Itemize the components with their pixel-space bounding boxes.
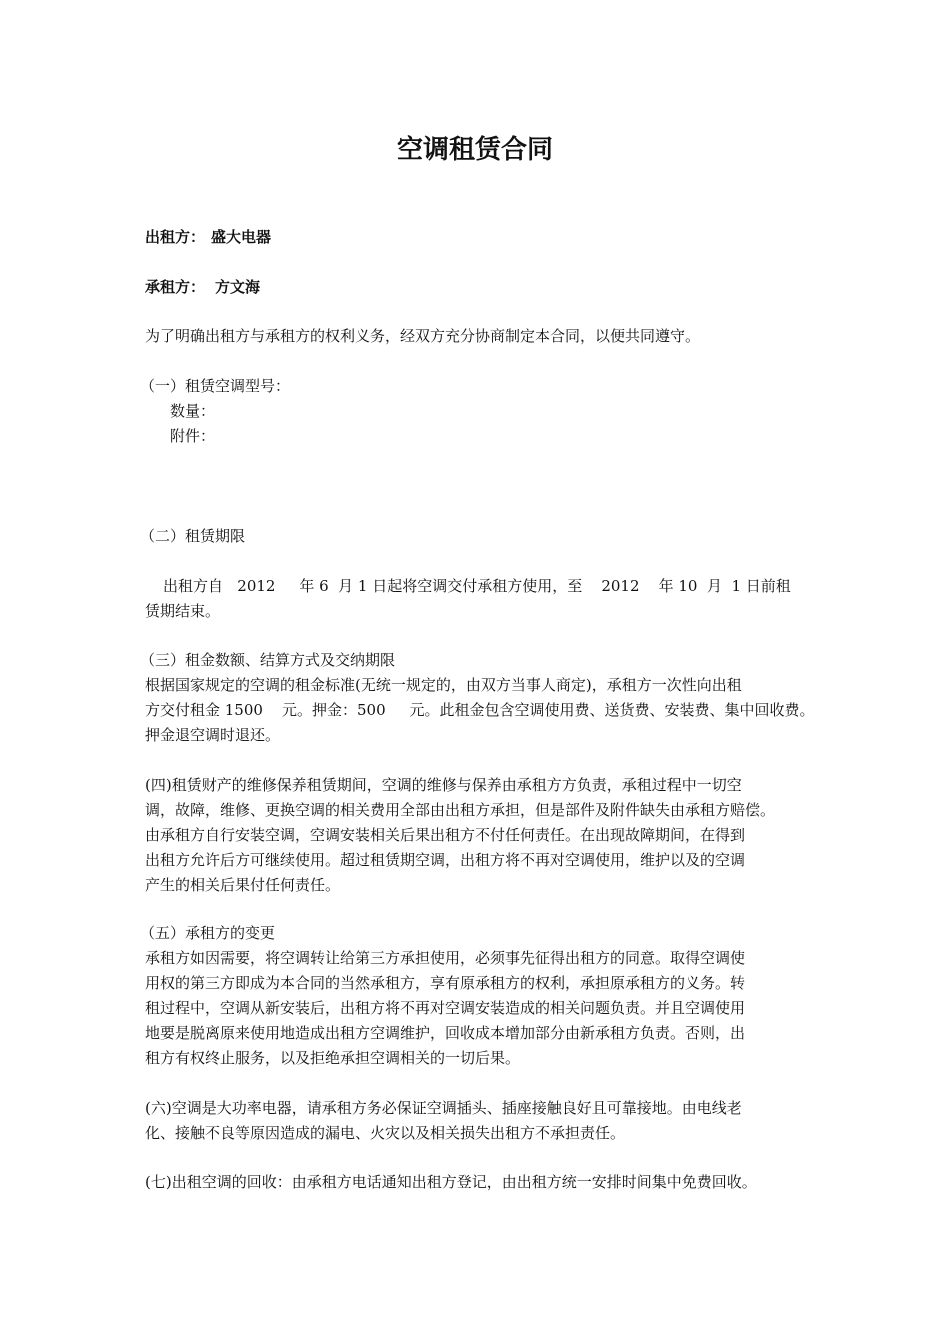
section6-line: 化、接触不良等原因造成的漏电、火灾以及相关损失出租方不承担责任。 xyxy=(145,1124,626,1142)
section3-line: 方交付租金 1500 元。押金：500 元。此租金包含空调使用费、送货费、安装费、集中回收费。 xyxy=(145,701,815,719)
section1-heading: （一）租赁空调型号： xyxy=(140,377,291,395)
section5-body xyxy=(145,946,820,1071)
lessor-label: 出租方： xyxy=(145,228,206,246)
section4-line: 由承租方自行安装空调，空调安装相关后果出租方不付任何责任。在出现故障期间，在得到 xyxy=(145,826,746,844)
lessor-name: 盛大电器 xyxy=(211,228,272,246)
section5-line: 租方有权终止服务，以及拒绝承担空调相关的一切后果。 xyxy=(145,1049,521,1067)
section6-body xyxy=(145,1096,820,1146)
section3-body xyxy=(145,673,820,748)
section3-line: 押金退空调时退还。 xyxy=(145,726,281,744)
section4-line: 调，故障，维修、更换空调的相关费用全部由出租方承担，但是部件及附件缺失由承租方赔偿。 xyxy=(145,801,776,819)
section5-line: 租过程中，空调从新安装后，出租方将不再对空调安装造成的相关问题负责。并且空调使用 xyxy=(145,999,746,1017)
section4-line: 产生的相关后果付任何责任。 xyxy=(145,876,341,894)
section1-quantity-label: 数量： xyxy=(170,402,216,420)
section5-line: 地要是脱离原来使用地造成出租方空调维护，回收成本增加部分由新承租方负责。否则，出 xyxy=(145,1024,746,1042)
section2-line: 出租方自 2012 年 6 月 1 日起将空调交付承租方使用，至 2012 年 10 月 1 日前租 xyxy=(163,577,791,595)
section5-heading: （五）承租方的变更 xyxy=(140,924,276,942)
section4-line: 出租方允许后方可继续使用。超过租赁期空调，出租方将不再对空调使用，维护以及的空调 xyxy=(145,851,746,869)
section3-line: 根据国家规定的空调的租金标准(无统一规定的，由双方当事人商定)，承租方一次性向出租 xyxy=(145,676,742,694)
document-title: 空调租赁合同 xyxy=(396,135,553,165)
section5-line: 承租方如因需要，将空调转让给第三方承担使用，必须事先征得出租方的同意。取得空调使 xyxy=(145,949,746,967)
section4-body xyxy=(145,773,820,898)
section6-line: (六)空调是大功率电器，请承租方务必保证空调插头、插座接触良好且可靠接地。由电线老 xyxy=(145,1099,742,1117)
lessee-name: 方文海 xyxy=(215,278,261,296)
intro-paragraph: 为了明确出租方与承租方的权利义务，经双方充分协商制定本合同，以便共同遵守。 xyxy=(145,327,701,345)
section5-line: 用权的第三方即成为本合同的当然承租方，享有原承租方的权利，承担原承租方的义务。转 xyxy=(145,974,746,992)
section7-body xyxy=(145,1170,820,1195)
lessee-line xyxy=(145,277,260,297)
section3-heading: （三）租金数额、结算方式及交纳期限 xyxy=(140,651,396,669)
section2-line: 赁期结束。 xyxy=(145,602,221,620)
section4-line: (四)租赁财产的维修保养租赁期间，空调的维修与保养由承租方方负责，承租过程中一切空 xyxy=(145,776,742,794)
lessee-label: 承租方： xyxy=(145,278,206,296)
section1-attachment-label: 附件： xyxy=(170,427,216,445)
section2-heading: （二）租赁期限 xyxy=(140,527,246,545)
lessor-line xyxy=(145,227,271,247)
section7-line: (七)出租空调的回收：由承租方电话通知出租方登记，由出租方统一安排时间集中免费回收。 xyxy=(145,1173,757,1191)
section2-body xyxy=(145,574,820,624)
